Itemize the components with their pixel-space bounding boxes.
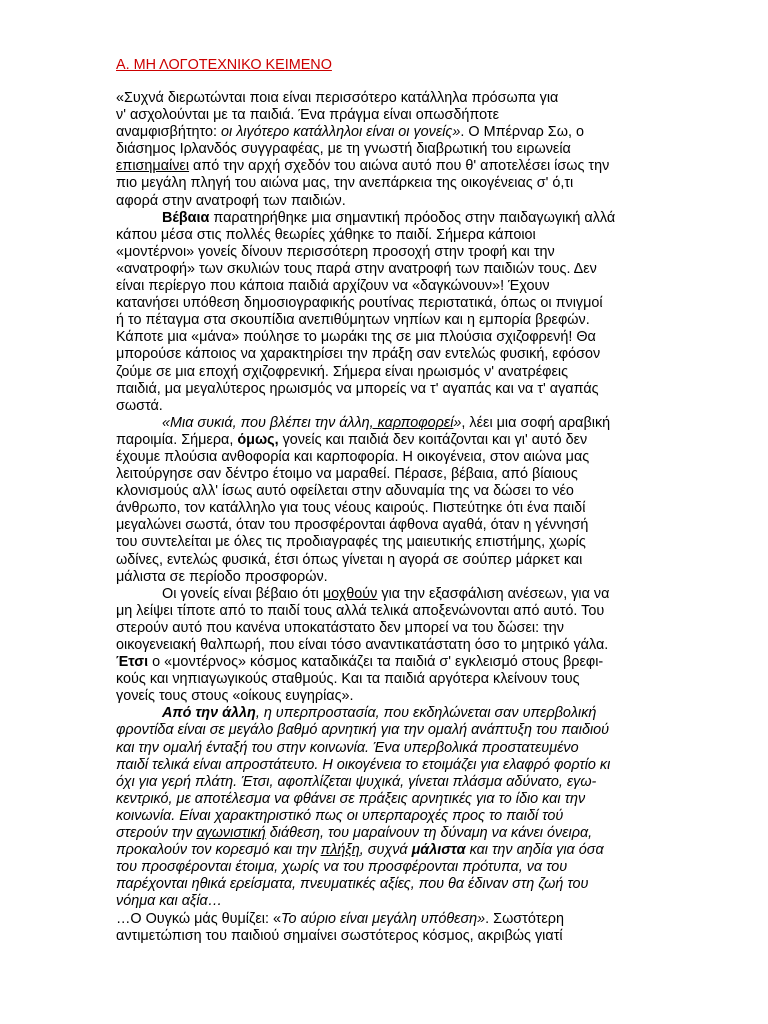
text-run: ο «μοντέρνος» κόσμος καταδικάζει τα παιδιά σ' εγκλεισμό στους βρεφι- (148, 654, 604, 671)
document-body (116, 90, 656, 945)
text-line (116, 688, 656, 705)
text-run: στερούν την (116, 825, 197, 842)
text-line (116, 364, 656, 381)
text-line (116, 432, 656, 449)
text-run: έχουμε πλούσια ανθοφορία και καρποφορία. Η οικογένεια, στον αιώνα μας (116, 448, 590, 465)
text-line (116, 141, 656, 158)
text-run: κάπου μέσα στις πολλές θεωρίες χάθηκε το παιδί. Σήμερα κάποιοι (116, 226, 536, 243)
text-run: Έτσι (116, 654, 149, 671)
text-run: του προσφέρονται έτοιμα, χωρίς να του προσφέρονται πρότυπα, να του (116, 859, 568, 876)
text-line (116, 500, 656, 517)
text-line (116, 569, 656, 586)
text-run: προκαλούν τον κορεσμό και την (116, 842, 321, 859)
text-run: κοινωνία. Είναι χαρακτηριστικό πως οι υπερπαροχές προς το παιδί τού (116, 807, 564, 824)
text-run: ζούμε σε μια εποχή σχιζοφρενική. Σήμερα είναι ηρωισμός ν' ανατρέφεις (116, 363, 569, 380)
text-run: μπορούσε κάποιος να χαρακτηρίσει την πράξη σαν εντελώς φυσική, εφόσον (116, 346, 601, 363)
text-line (116, 244, 656, 261)
text-line (116, 381, 656, 398)
paragraph-first-line (116, 210, 656, 227)
text-run: αγωνιστική (196, 825, 266, 842)
text-run: Βέβαια (162, 209, 210, 226)
text-line (116, 107, 656, 124)
text-run: λειτούργησε σαν δέντρο έτοιμο να μαραθεί. Πέρασε, βέβαια, από βίαιους (116, 466, 578, 483)
text-line (116, 859, 656, 876)
text-line (116, 893, 656, 910)
text-run: φροντίδα είναι σε μεγάλο βαθμό αρνητική για την ομαλή ανάπτυξη του παιδιού (116, 722, 610, 739)
text-run: από την αρχή σχεδόν του αιώνα αυτό που θ' αποτελέσει ίσως την (189, 158, 610, 175)
text-run: ωδίνες, εντελώς φυσικά, έτσι όπως γίνεται η αγορά σε σούπερ μάρκετ και (116, 551, 583, 568)
text-run: Κάποτε μια «μάνα» πούλησε το μωράκι της σε μια πλούσια σχιζοφρενή! Θα (116, 329, 596, 346)
text-line (116, 329, 656, 346)
text-line (116, 911, 656, 928)
text-run: μοχθούν (322, 585, 378, 602)
paragraph-first-line (116, 586, 656, 603)
text-run: σωστά. (116, 397, 163, 414)
text-run: γονείς τους στους «οίκους ευγηρίας». (116, 688, 354, 705)
text-run: αντιμετώπιση του παιδιού σημαίνει σωστότερος κόσμος, ακριβώς γιατί (116, 927, 563, 944)
paragraph-first-line (116, 415, 656, 432)
text-line (116, 398, 656, 415)
text-line (116, 261, 656, 278)
paragraph-first-line (116, 705, 656, 722)
text-run: όχι για γερή πλάτη. Έτσι, αφοπλίζεται ψυχικά, γίνεται πλάσμα αδύνατο, εγω- (116, 773, 597, 790)
text-line (116, 312, 656, 329)
text-line (116, 654, 656, 671)
text-run: παιδί τελικά είναι απροστάτευτο. Η οικογένεια το ετοιμάζει για ελαφρό φορτίο κι (116, 756, 611, 773)
text-run: νόημα και αξία… (116, 893, 223, 910)
text-run: και την αηδία για όσα (465, 842, 604, 859)
text-run: ή το πέταγμα στα σκουπίδια ανεπιθύμητων νηπίων και η εμπορία βρεφών. (116, 312, 590, 329)
text-run: , συχνά (359, 842, 412, 859)
text-run: «Μια συκιά, που βλέπει την άλλη (162, 414, 370, 431)
text-run: . Ο Μπέρναρ Σω, ο (460, 124, 584, 141)
text-line (116, 876, 656, 893)
text-run: είναι περίεργο που κάποια παιδιά αρχίζουν να «δαγκώνουν»! Έχουν (116, 278, 550, 295)
text-run: , λέει μια σοφή αραβική (461, 414, 611, 431)
text-line (116, 722, 656, 739)
text-run: του συντελείται με όλες τις προδιαγραφές της μαιευτικής επιστήμης, χωρίς (116, 534, 586, 551)
text-line (116, 124, 656, 141)
text-line (116, 517, 656, 534)
text-line (116, 671, 656, 688)
text-line (116, 175, 656, 192)
text-run: , η υπερπροστασία, που εκδηλώνεται σαν υπερβολική (255, 705, 597, 722)
text-line (116, 740, 656, 757)
text-line (116, 552, 656, 569)
text-run: παροιμία. Σήμερα, (116, 431, 238, 448)
text-line (116, 295, 656, 312)
text-run: μη λείψει τίποτε από το παιδί τους αλλά τελικά αποξενώνονται από αυτό. Του (116, 602, 605, 619)
text-run: γονείς και παιδιά δεν κοιτάζονται και γι' αυτό δεν (278, 431, 588, 448)
text-line (116, 449, 656, 466)
text-line (116, 808, 656, 825)
text-line (116, 466, 656, 483)
text-line (116, 534, 656, 551)
text-line (116, 483, 656, 500)
text-run: όμως, (237, 431, 279, 448)
text-run: οι λιγότερο κατάλληλοι είναι οι γονείς» (221, 124, 461, 141)
text-run: Το αύριο είναι μεγάλη υπόθεση» (280, 910, 486, 927)
text-run: στερούν αυτό που κανένα υποκατάστατο δεν μπορεί να του δώσει: την (116, 619, 564, 636)
text-run: «ανατροφή» των σκυλιών τους παρά στην ανατροφή των παιδιών τους. Δεν (116, 260, 597, 277)
text-run: μεγαλώνει σωστά, όταν του προσφέρονται άφθονα αγαθά, όταν η γέννησή (116, 517, 589, 534)
text-run: «μοντέρνοι» γονείς δίνουν περισσότερη προσοχή στην τροφή και την (116, 243, 555, 260)
text-run: πλήξη (320, 842, 360, 859)
text-line (116, 825, 656, 842)
text-line (116, 278, 656, 295)
text-run: , καρποφορεί (369, 414, 454, 431)
text-line (116, 928, 656, 945)
text-run: Από την άλλη (162, 705, 256, 722)
text-line (116, 791, 656, 808)
text-run: οικογενειακή θαλπωρή, που είναι τόσο αναντικατάστατη όσο το μητρικό γάλα. (116, 637, 609, 653)
text-line (116, 346, 656, 363)
text-line (116, 842, 656, 859)
text-run: «Συχνά διερωτώνται ποια είναι περισσότερο κατάλληλα πρόσωπα για (116, 90, 559, 106)
text-run: κλονισμούς αλλ' ίσως αυτό οφείλεται στην αδυναμία της να δώσει το νέο (116, 483, 574, 500)
text-run: αφορά στην ανατροφή των παιδιών. (116, 192, 346, 209)
document-title: Α. ΜΗ ΛΟΓΟΤΕΧΝΙΚΟ ΚΕΙΜΕΝΟ (116, 57, 332, 73)
text-run: Οι γονείς είναι βέβαιο ότι (162, 585, 323, 602)
text-line (116, 193, 656, 210)
text-line (116, 757, 656, 774)
text-line (116, 774, 656, 791)
text-run: μάλιστα (411, 842, 466, 859)
text-run: παρέχονται ηθικά ερείσματα, πνευματικές αξίες, που θα έδιναν στη ζωή του (116, 876, 589, 893)
text-run: για την εξασφάλιση ανέσεων, για να (377, 585, 610, 602)
text-run: πιο μεγάλη πληγή του αιώνα μας, την ανεπάρκεια της οικογένειας σ' ό,τι (116, 175, 574, 192)
text-run: ν' ασχολούνται με τα παιδιά. Ένα πράγμα είναι οπωσδήποτε (116, 107, 499, 124)
text-run: επισημαίνει (116, 158, 190, 175)
text-line (116, 158, 656, 175)
text-run: κούς και νηπιαγωγικούς σταθμούς. Και τα παιδιά αργότερα κλείνουν τους (116, 671, 580, 688)
text-line (116, 603, 656, 620)
text-line (116, 620, 656, 637)
text-run: παρατηρήθηκε μια σημαντική πρόοδος στην παιδαγωγική αλλά (209, 209, 616, 226)
text-run: παιδιά, μα μεγαλύτερος ηρωισμός να μπορείς να τ' αγαπάς και να τ' αγαπάς (116, 380, 599, 397)
text-run: διάθεση, του μαραίνουν τη δύναμη να κάνει όνειρα, (265, 825, 593, 842)
text-run: άνθρωπο, τον κατάλληλο για τους νέους καιρούς. Πιστεύτηκε ότι ένα παιδί (116, 500, 586, 517)
text-run: διάσημος Ιρλανδός συγγραφέας, με τη γνωστή διαβρωτική του ειρωνεία (116, 141, 571, 158)
text-line (116, 90, 656, 107)
text-line (116, 227, 656, 244)
text-line (116, 637, 656, 654)
text-run: κατανήσει υπόθεση δημοσιογραφικής ρουτίνας περιστατικά, όπως οι πνιγμοί (116, 295, 603, 312)
text-run: αναμφισβήτητο: (116, 124, 221, 141)
text-run: κεντρικό, με αποτέλεσμα να φθάνει σε πράξεις αρνητικές για το ίδιο και την (116, 790, 586, 807)
text-run: …Ο Ουγκώ μάς θυμίζει: « (116, 910, 281, 927)
text-run: μάλιστα σε περίοδο προσφορών. (116, 568, 328, 585)
text-run: » (453, 414, 462, 431)
text-run: και την ομαλή ένταξή του στην κοινωνία. Ένα υπερβολικά προστατευμένο (116, 739, 579, 756)
text-run: . Σωστότερη (485, 910, 564, 927)
